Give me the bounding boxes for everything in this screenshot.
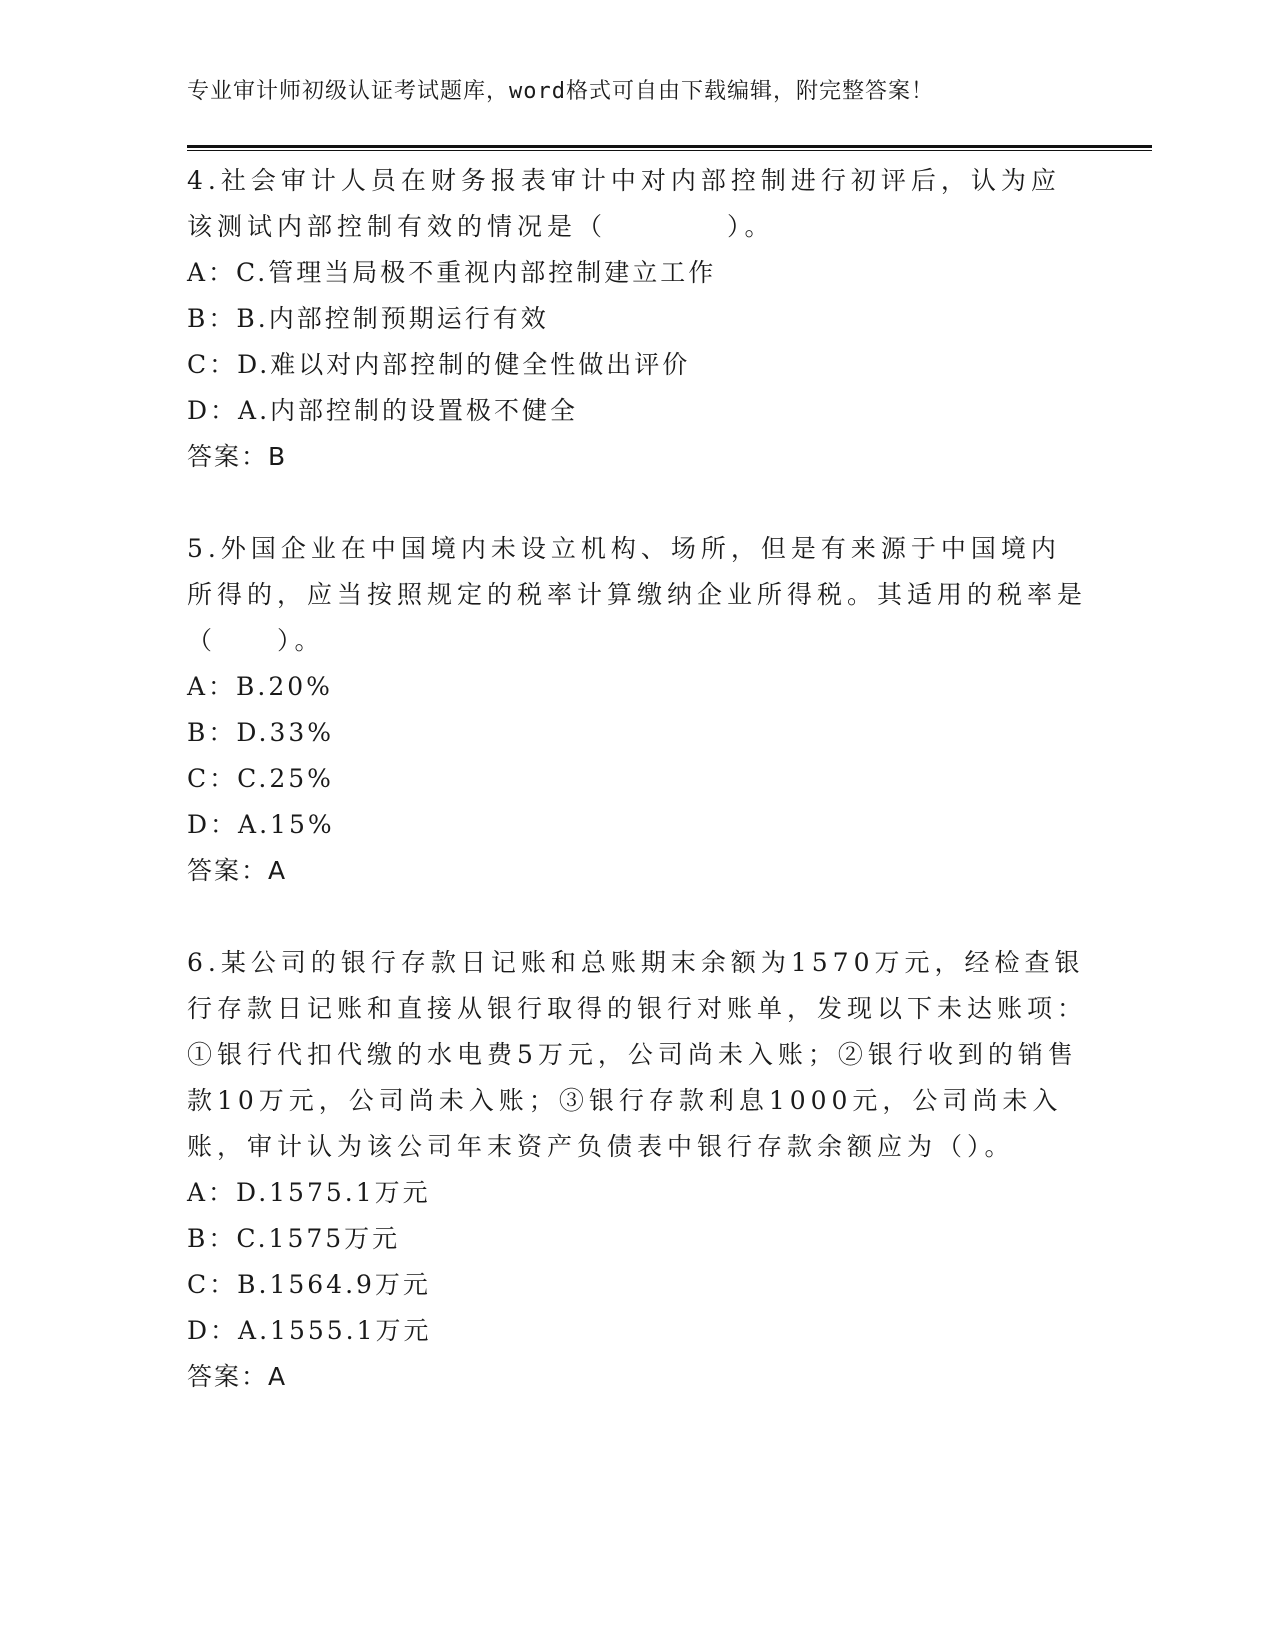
- option-c: C：C.25%: [187, 764, 334, 793]
- question-stem: 6.某公司的银行存款日记账和总账期末余额为1570万元，经检查银行存款日记账和直接从银行取得的银行对账单，发现以下未达账项：①银行代扣代缴的水电费5万元，公司尚未入账；②银行收到的销售款10万元，公司尚未入账；③银行存款利息1000元，公司尚未入账，审计认为该公司年末资产负债表中银行存款余额应为（）。: [187, 948, 1088, 1161]
- option-c: C：B.1564.9万元: [187, 1270, 431, 1299]
- header-title: 专业审计师初级认证考试题库，word格式可自由下载编辑，附完整答案！: [187, 79, 934, 104]
- question-list: [187, 158, 1087, 1400]
- option-d: D：A.15%: [187, 810, 335, 839]
- option-b: B：B.内部控制预期运行有效: [187, 304, 549, 333]
- option-d: D：A.内部控制的设置极不健全: [187, 396, 579, 425]
- question-5: [187, 526, 1087, 894]
- option-a: A：C.管理当局极不重视内部控制建立工作: [187, 258, 717, 287]
- spacer: [187, 894, 1087, 940]
- question-4: [187, 158, 1087, 480]
- question-stem: 4.社会审计人员在财务报表审计中对内部控制进行初评后，认为应该测试内部控制有效的情况是（ ）。: [187, 166, 1061, 241]
- answer-line: 答案：A: [187, 1362, 288, 1391]
- option-c: C：D.难以对内部控制的健全性做出评价: [187, 350, 691, 379]
- option-a: A：B.20%: [187, 672, 333, 701]
- option-d: D：A.1555.1万元: [187, 1316, 432, 1345]
- answer-line: 答案：A: [187, 856, 288, 885]
- answer-line: 答案：B: [187, 442, 288, 471]
- spacer: [187, 480, 1087, 526]
- question-stem: 5.外国企业在中国境内未设立机构、场所，但是有来源于中国境内所得的，应当按照规定的税率计算缴纳企业所得税。其适用的税率是（ ）。: [187, 534, 1088, 655]
- question-6: [187, 940, 1087, 1400]
- option-b: B：D.33%: [187, 718, 335, 747]
- header-divider-thin: [187, 150, 1152, 151]
- option-a: A：D.1575.1万元: [187, 1178, 431, 1207]
- header-divider-thick: [187, 145, 1152, 148]
- option-b: B：C.1575万元: [187, 1224, 401, 1253]
